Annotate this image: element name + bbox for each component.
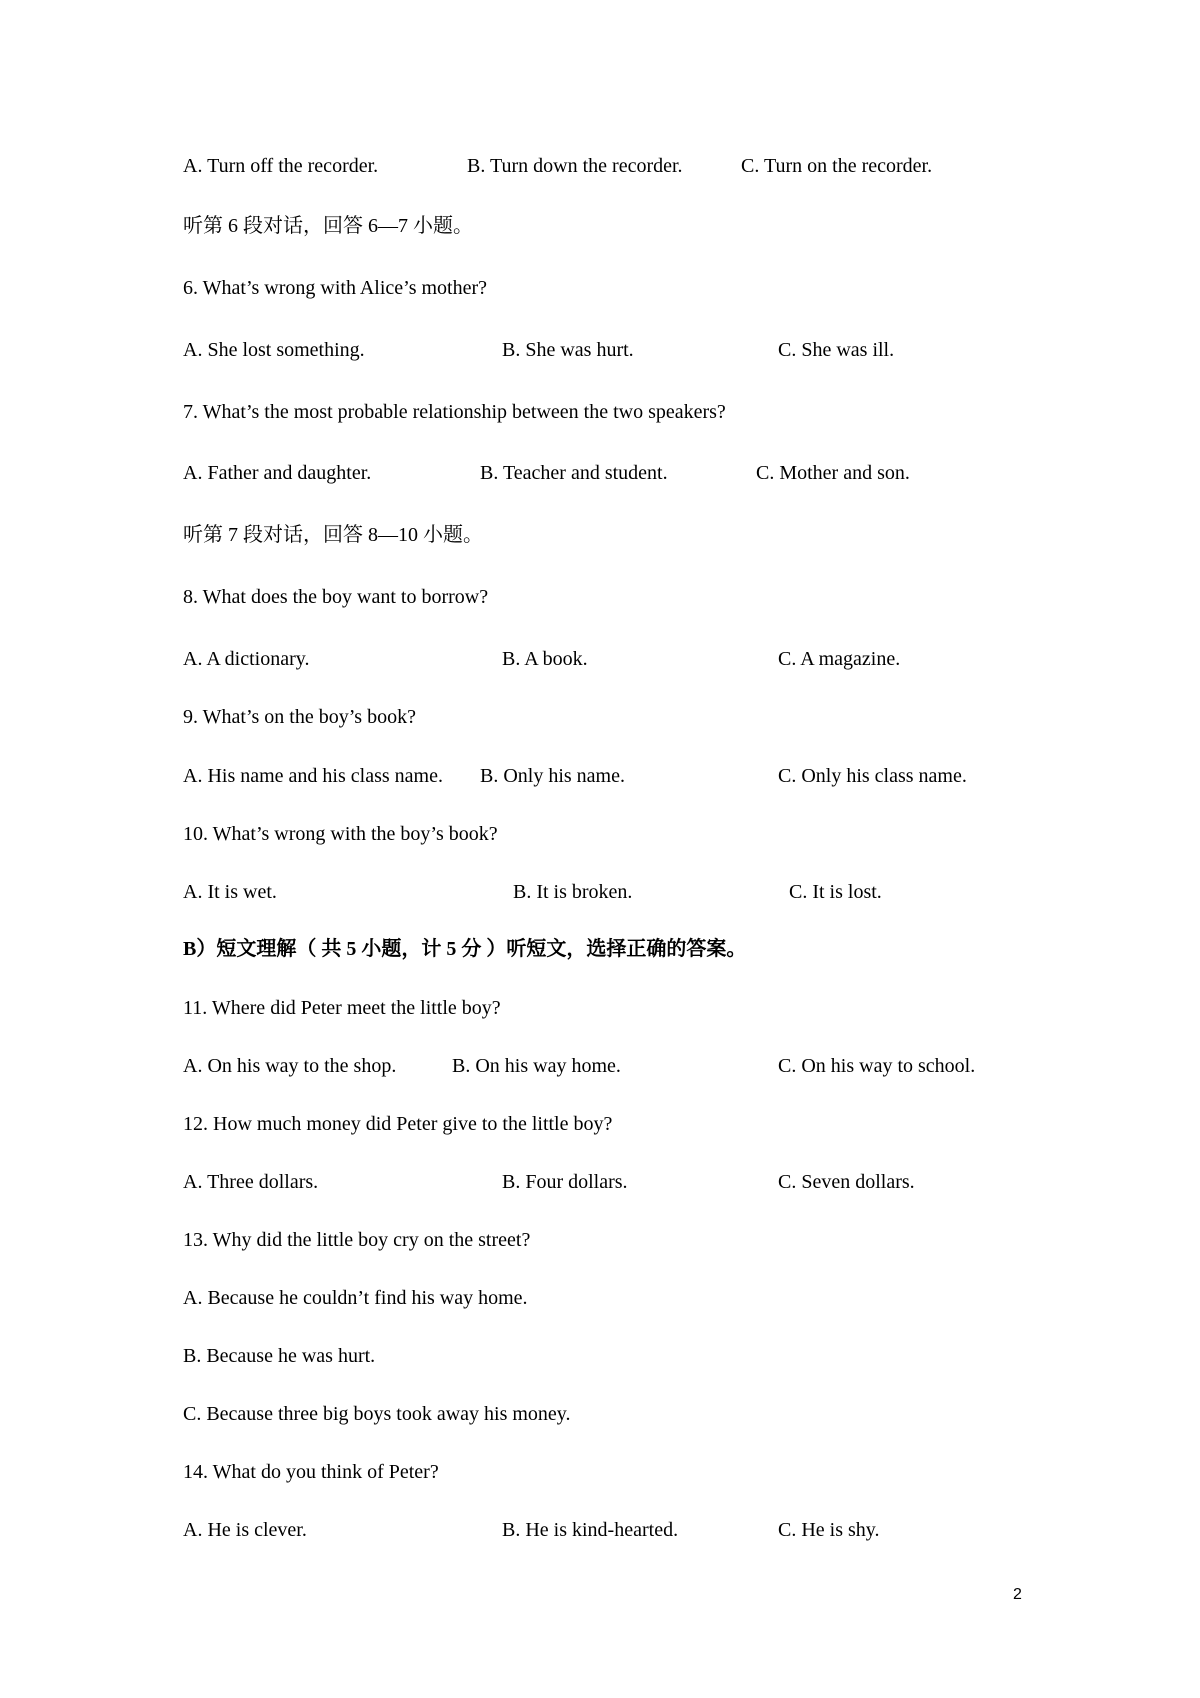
q12-question: 12. How much money did Peter give to the little boy? — [183, 1113, 613, 1135]
q9-option-c: C. Only his class name. — [778, 765, 967, 787]
q13-option-a: A. Because he couldn’t find his way home. — [183, 1287, 528, 1309]
q11-option-c: C. On his way to school. — [778, 1055, 976, 1077]
q5-option-b: B. Turn down the recorder. — [467, 155, 683, 177]
q14-question: 14. What do you think of Peter? — [183, 1461, 439, 1483]
q14-option-a: A. He is clever. — [183, 1519, 307, 1541]
q10-option-a: A. It is wet. — [183, 881, 277, 903]
q7-option-a: A. Father and daughter. — [183, 462, 372, 484]
q12-option-a: A. Three dollars. — [183, 1171, 319, 1193]
q13-option-c: C. Because three big boys took away his money. — [183, 1403, 571, 1425]
q9-question: 9. What’s on the boy’s book? — [183, 706, 416, 728]
dialog7-instruction: 听第 7 段对话，回答 8—10 小题。 — [183, 524, 483, 546]
q8-question: 8. What does the boy want to borrow? — [183, 586, 489, 608]
q5-option-c: C. Turn on the recorder. — [741, 155, 933, 177]
q11-question: 11. Where did Peter meet the little boy? — [183, 997, 501, 1019]
dialog6-instruction: 听第 6 段对话，回答 6—7 小题。 — [183, 215, 473, 237]
q8-option-a: A. A dictionary. — [183, 648, 310, 670]
q7-option-c: C. Mother and son. — [756, 462, 910, 484]
q11-option-b: B. On his way home. — [452, 1055, 621, 1077]
q6-option-b: B. She was hurt. — [502, 339, 634, 361]
q6-question: 6. What’s wrong with Alice’s mother? — [183, 277, 488, 299]
q5-option-a: A. Turn off the recorder. — [183, 155, 379, 177]
q10-question: 10. What’s wrong with the boy’s book? — [183, 823, 498, 845]
q7-option-b: B. Teacher and student. — [480, 462, 668, 484]
q12-option-c: C. Seven dollars. — [778, 1171, 915, 1193]
q9-option-a: A. His name and his class name. — [183, 765, 443, 787]
q7-question: 7. What’s the most probable relationship between the two speakers? — [183, 401, 726, 423]
q9-option-b: B. Only his name. — [480, 765, 625, 787]
q8-option-b: B. A book. — [502, 648, 588, 670]
q13-option-b: B. Because he was hurt. — [183, 1345, 376, 1367]
q14-option-c: C. He is shy. — [778, 1519, 880, 1541]
q13-question: 13. Why did the little boy cry on the street? — [183, 1229, 531, 1251]
q14-option-b: B. He is kind-hearted. — [502, 1519, 679, 1541]
q10-option-b: B. It is broken. — [513, 881, 633, 903]
page-number: 2 — [1013, 1586, 1022, 1603]
q8-option-c: C. A magazine. — [778, 648, 901, 670]
section-b-heading: B）短文理解（ 共 5 小题，计 5 分 ）听短文，选择正确的答案。 — [183, 938, 747, 960]
q11-option-a: A. On his way to the shop. — [183, 1055, 397, 1077]
q6-option-c: C. She was ill. — [778, 339, 895, 361]
q10-option-c: C. It is lost. — [789, 881, 882, 903]
q6-option-a: A. She lost something. — [183, 339, 365, 361]
q12-option-b: B. Four dollars. — [502, 1171, 628, 1193]
